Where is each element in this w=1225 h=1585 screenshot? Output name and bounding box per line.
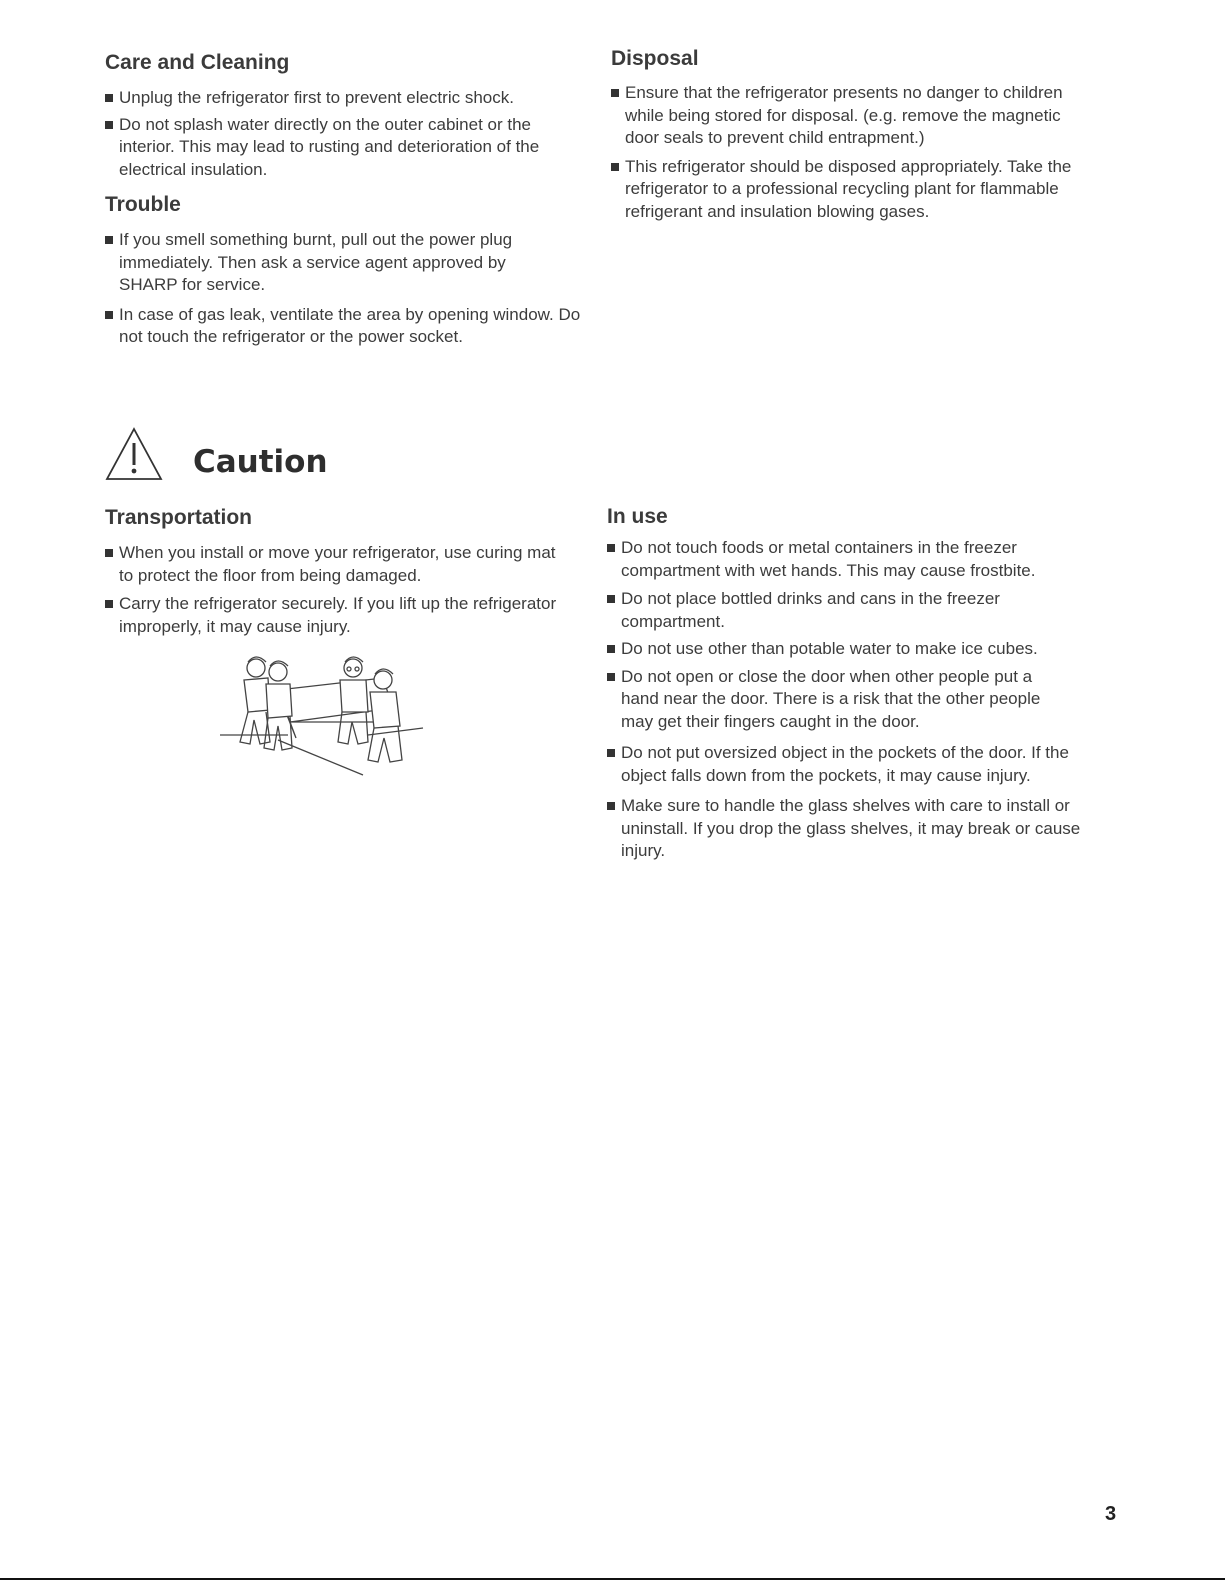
list-item: Do not splash water directly on the outer cabinet or the interior. This may lead to rusting and deterioration of the electrical insulation.	[105, 114, 575, 182]
carrying-illustration	[218, 650, 428, 780]
people-carrying-refrigerator-icon	[218, 650, 428, 780]
transportation-section	[105, 506, 575, 638]
bottom-divider	[0, 1578, 1225, 1580]
list-item: If you smell something burnt, pull out the power plug immediately. Then ask a service agent approved by SHARP for service.	[105, 229, 559, 297]
care-section	[105, 51, 575, 181]
list-item: Do not use other than potable water to make ice cubes.	[607, 638, 1101, 661]
list-item: This refrigerator should be disposed appropriately. Take the refrigerator to a professional recycling plant for flammable refrigerant and insulation blowing gases.	[611, 156, 1085, 224]
trouble-section	[105, 193, 585, 349]
caution-title: Caution	[193, 444, 328, 480]
list-item: In case of gas leak, ventilate the area by opening window. Do not touch the refrigerator or the power socket.	[105, 304, 585, 349]
trouble-title: Trouble	[105, 193, 181, 216]
warning-triangle-icon	[104, 426, 164, 482]
list-item: Make sure to handle the glass shelves with care to install or uninstall. If you drop the glass shelves, it may break or cause injury.	[607, 795, 1081, 863]
disposal-title: Disposal	[611, 47, 699, 70]
list-item: Do not place bottled drinks and cans in the freezer compartment.	[607, 588, 1051, 633]
list-item: Do not put oversized object in the pockets of the door. If the object falls down from the pockets, it may cause injury.	[607, 742, 1076, 787]
list-item: Do not open or close the door when other people put a hand near the door. There is a risk that the other people may get their fingers caught in the door.	[607, 666, 1066, 734]
list-item: Carry the refrigerator securely. If you lift up the refrigerator improperly, it may cause injury.	[105, 593, 559, 638]
care-title: Care and Cleaning	[105, 51, 290, 74]
disposal-section	[611, 47, 1081, 223]
inuse-section	[607, 505, 1087, 863]
page-number: 3	[1105, 1503, 1117, 1525]
inuse-title: In use	[607, 505, 668, 528]
transportation-title: Transportation	[105, 506, 253, 529]
list-item: Do not touch foods or metal containers in the freezer compartment with wet hands. This may cause frostbite.	[607, 537, 1091, 582]
list-item: When you install or move your refrigerator, use curing mat to protect the floor from being damaged.	[105, 542, 574, 587]
list-item: Unplug the refrigerator first to prevent electric shock.	[105, 87, 575, 110]
list-item: Ensure that the refrigerator presents no danger to children while being stored for disposal. (e.g. remove the magnetic door seals to prevent child entrapment.)	[611, 82, 1070, 150]
caution-icon-wrap	[104, 426, 164, 482]
